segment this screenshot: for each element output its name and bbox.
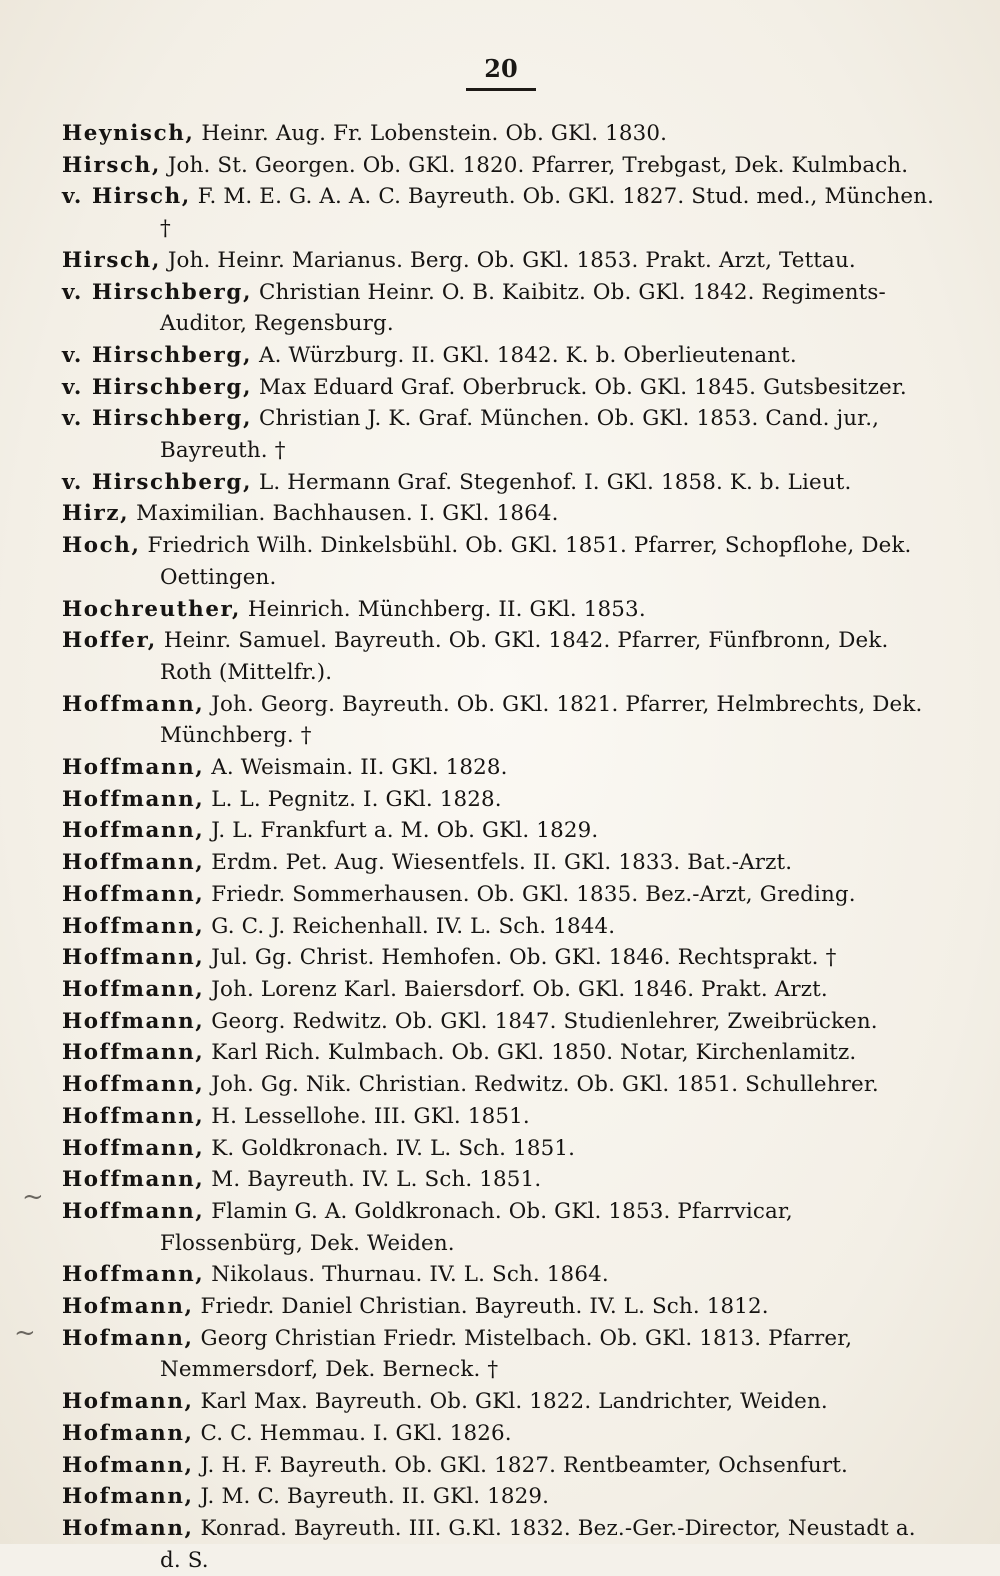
entry-details: Flamin G. A. Goldkronach. Ob. GKl. 1853. Pfarrvicar, Flossenbürg, Dek. Weiden. — [160, 1198, 793, 1256]
register-entry — [62, 1481, 942, 1513]
entry-details: Jul. Gg. Christ. Hemhofen. Ob. GKl. 1846. Rechtsprakt. † — [211, 945, 837, 971]
register-entries — [62, 118, 942, 1576]
entry-details: G. C. J. Reichenhall. IV. L. Sch. 1844. — [211, 913, 616, 939]
entry-details: Heinrich. Münchberg. II. GKl. 1853. — [247, 596, 646, 622]
entry-surname: v. Hirsch, — [62, 184, 191, 210]
entry-details: Christian J. K. Graf. München. Ob. GKl. 1853. Cand. jur., Bayreuth. † — [160, 406, 880, 464]
entry-details: Erdm. Pet. Aug. Wiesentfels. II. GKl. 1833. Bat.-Arzt. — [211, 850, 793, 876]
entry-details: Max Eduard Graf. Oberbruck. Ob. GKl. 1845. Gutsbesitzer. — [259, 374, 907, 400]
entry-surname: Hoffmann, — [62, 1040, 205, 1066]
entry-details: L. Hermann Graf. Stegenhof. I. GKl. 1858. K. b. Lieut. — [259, 469, 852, 495]
entry-details: Karl Rich. Kulmbach. Ob. GKl. 1850. Notar, Kirchenlamitz. — [211, 1040, 857, 1066]
entry-surname: Heynisch, — [62, 121, 195, 146]
entry-surname: Hoch, — [62, 533, 141, 559]
register-entry — [62, 974, 942, 1006]
register-entry — [62, 340, 942, 372]
register-entry — [62, 815, 942, 847]
entry-surname: Hofmann, — [62, 1389, 194, 1415]
entry-surname: Hoffmann, — [62, 945, 205, 971]
entry-details: M. Bayreuth. IV. L. Sch. 1851. — [211, 1167, 542, 1193]
entry-surname: Hoffmann, — [62, 913, 205, 939]
register-entry — [62, 1101, 942, 1133]
entry-details: Joh. Heinr. Marianus. Berg. Ob. GKl. 1853. Prakt. Arzt, Tettau. — [167, 247, 856, 273]
entry-details: J. H. F. Bayreuth. Ob. GKl. 1827. Rentbeamter, Ochsenfurt. — [200, 1452, 848, 1478]
entry-details: J. M. C. Bayreuth. II. GKl. 1829. — [200, 1484, 550, 1510]
register-entry — [62, 752, 942, 784]
register-entry — [62, 1164, 942, 1196]
entry-surname: v. Hirschberg, — [62, 342, 253, 368]
entry-surname: Hofmann, — [62, 1420, 194, 1446]
entry-details: Maximilian. Bachhausen. I. GKl. 1864. — [136, 501, 559, 527]
register-entry — [62, 625, 942, 688]
entry-details: Joh. Georg. Bayreuth. Ob. GKl. 1821. Pfarrer, Helmbrechts, Dek. Münchberg. † — [160, 691, 923, 749]
entry-surname: Hofmann, — [62, 1325, 194, 1351]
entry-surname: Hofmann, — [62, 1515, 194, 1541]
register-entry — [62, 530, 942, 593]
register-entry — [62, 1291, 942, 1323]
register-entry — [62, 181, 942, 244]
register-entry — [62, 1450, 942, 1482]
entry-details: A. Würzburg. II. GKl. 1842. K. b. Oberlieutenant. — [259, 342, 797, 368]
header-rule — [466, 88, 536, 91]
entry-surname: v. Hirschberg, — [62, 374, 253, 400]
entry-surname: Hoffmann, — [62, 1198, 205, 1224]
register-entry — [62, 594, 942, 626]
entry-details: Heinr. Samuel. Bayreuth. Ob. GKl. 1842. Pfarrer, Fünfbronn, Dek. Roth (Mittelfr.). — [160, 628, 889, 685]
entry-details: Joh. Gg. Nik. Christian. Redwitz. Ob. GKl. 1851. Schullehrer. — [211, 1072, 879, 1098]
entry-surname: v. Hirschberg, — [62, 279, 253, 305]
entry-details: J. L. Frankfurt a. M. Ob. GKl. 1829. — [211, 818, 599, 844]
entry-surname: Hoffmann, — [62, 976, 205, 1002]
entry-details: Friedr. Daniel Christian. Bayreuth. IV. L. Sch. 1812. — [200, 1294, 769, 1320]
page-number: 20 — [484, 54, 518, 83]
register-entry — [62, 689, 942, 752]
entry-details: C. C. Hemmau. I. GKl. 1826. — [200, 1420, 512, 1446]
entry-details: Heinr. Aug. Fr. Lobenstein. Ob. GKl. 1830. — [201, 121, 668, 146]
entry-details: Friedr. Sommerhausen. Ob. GKl. 1835. Bez.-Arzt, Greding. — [211, 881, 856, 907]
register-entry — [62, 1323, 942, 1386]
entry-details: Christian Heinr. O. B. Kaibitz. Ob. GKl. 1842. Regiments-Auditor, Regensburg. — [160, 279, 886, 337]
entry-details: Nikolaus. Thurnau. IV. L. Sch. 1864. — [211, 1262, 609, 1288]
entry-surname: Hoffmann, — [62, 881, 205, 907]
register-entry — [62, 372, 942, 404]
register-entry — [62, 1006, 942, 1038]
entry-surname: Hoffmann, — [62, 691, 205, 717]
entry-surname: Hoffmann, — [62, 818, 205, 844]
register-entry — [62, 1513, 942, 1576]
margin-dash-mark: ~ — [14, 1318, 36, 1348]
entry-surname: Hofmann, — [62, 1484, 194, 1510]
register-entry — [62, 911, 942, 943]
register-entry — [62, 467, 942, 499]
entry-details: L. L. Pegnitz. I. GKl. 1828. — [211, 786, 502, 812]
entry-surname: Hoffmann, — [62, 1072, 205, 1098]
register-entry — [62, 879, 942, 911]
entry-surname: Hoffmann, — [62, 1103, 205, 1129]
register-entry — [62, 150, 942, 182]
register-entry — [62, 245, 942, 277]
register-entry — [62, 1418, 942, 1450]
entry-surname: Hoffmann, — [62, 755, 205, 781]
entry-surname: Hoffmann, — [62, 1262, 205, 1288]
entry-details: Georg. Redwitz. Ob. GKl. 1847. Studienlehrer, Zweibrücken. — [211, 1008, 878, 1034]
entry-surname: Hirz, — [62, 501, 130, 527]
entry-surname: v. Hirschberg, — [62, 469, 253, 495]
entry-details: Karl Max. Bayreuth. Ob. GKl. 1822. Landrichter, Weiden. — [200, 1389, 828, 1415]
entry-details: Konrad. Bayreuth. III. G.Kl. 1832. Bez.-Ger.-Director, Neustadt a. d. S. — [160, 1515, 916, 1573]
register-entry — [62, 1196, 942, 1259]
register-entry — [62, 1259, 942, 1291]
entry-details: Georg Christian Friedr. Mistelbach. Ob. GKl. 1813. Pfarrer, Nemmersdorf, Dek. Berneck. † — [160, 1325, 853, 1383]
register-entry — [62, 277, 942, 340]
entry-surname: Hoffmann, — [62, 1008, 205, 1034]
register-entry — [62, 942, 942, 974]
register-entry — [62, 118, 942, 150]
entry-details: Friedrich Wilh. Dinkelsbühl. Ob. GKl. 1851. Pfarrer, Schopflohe, Dek. Oettingen. — [147, 533, 912, 590]
entry-surname: Hofmann, — [62, 1294, 194, 1320]
entry-details: F. M. E. G. A. A. C. Bayreuth. Ob. GKl. 1827. Stud. med., München. † — [160, 184, 935, 242]
entry-details: H. Lessellohe. III. GKl. 1851. — [211, 1103, 530, 1129]
entry-details: K. Goldkronach. IV. L. Sch. 1851. — [211, 1135, 576, 1161]
margin-dash-mark: ~ — [22, 1182, 44, 1212]
register-entry — [62, 1133, 942, 1165]
entry-details: Joh. St. Georgen. Ob. GKl. 1820. Pfarrer, Trebgast, Dek. Kulmbach. — [167, 152, 909, 178]
entry-surname: Hoffmann, — [62, 786, 205, 812]
entry-surname: Hoffmann, — [62, 1135, 205, 1161]
register-entry — [62, 403, 942, 466]
entry-surname: Hoffmann, — [62, 1167, 205, 1193]
entry-surname: Hoffmann, — [62, 850, 205, 876]
entry-details: A. Weismain. II. GKl. 1828. — [211, 755, 508, 781]
register-entry — [62, 784, 942, 816]
register-entry — [62, 498, 942, 530]
entry-surname: Hochreuther, — [62, 596, 241, 622]
entry-details: Joh. Lorenz Karl. Baiersdorf. Ob. GKl. 1846. Prakt. Arzt. — [211, 976, 828, 1002]
entry-surname: Hofmann, — [62, 1452, 194, 1478]
entry-surname: Hirsch, — [62, 152, 161, 178]
register-entry — [62, 847, 942, 879]
entry-surname: Hirsch, — [62, 247, 161, 273]
register-entry — [62, 1069, 942, 1101]
register-entry — [62, 1386, 942, 1418]
entry-surname: v. Hirschberg, — [62, 406, 253, 432]
entry-surname: Hoffer, — [62, 628, 157, 654]
register-entry — [62, 1037, 942, 1069]
